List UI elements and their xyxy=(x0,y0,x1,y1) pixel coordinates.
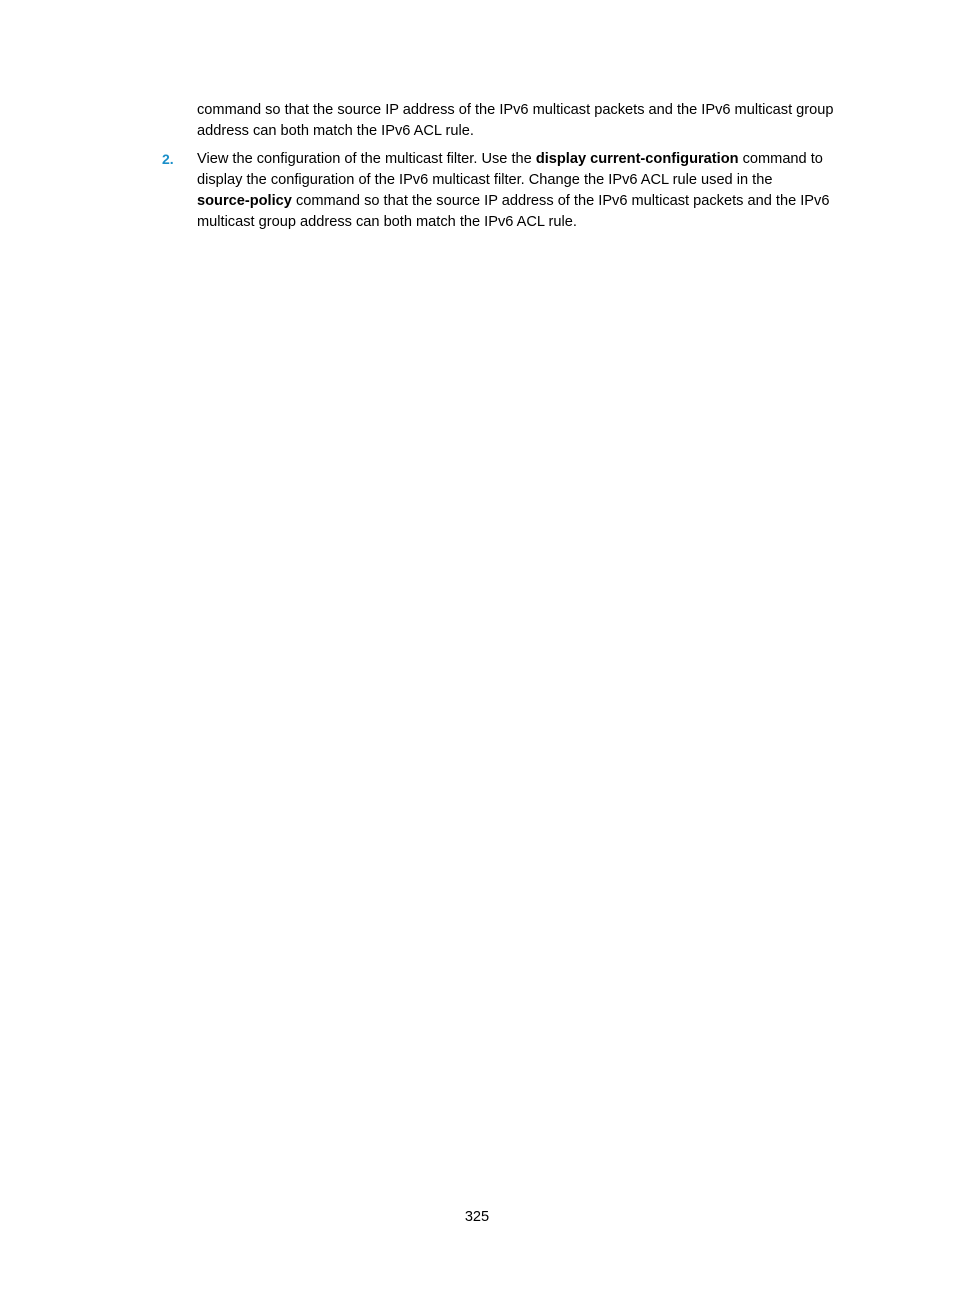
command-keyword: display current-configuration xyxy=(535,151,739,167)
step-text: command to xyxy=(738,151,823,167)
list-step-text xyxy=(197,149,829,233)
step-line: multicast group address can both match the IPv6 ACL rule. xyxy=(197,214,577,230)
list-step-number: 2. xyxy=(162,151,174,167)
step-line: display the configuration of the IPv6 multicast filter. Change the IPv6 ACL rule used in the xyxy=(197,172,773,188)
step-line xyxy=(197,191,829,212)
step-text: View the configuration of the multicast filter. Use the xyxy=(197,151,536,167)
continued-paragraph xyxy=(197,100,834,142)
paragraph-line: address can both match the IPv6 ACL rule. xyxy=(197,123,474,139)
page-number: 325 xyxy=(464,1209,490,1225)
paragraph-line: command so that the source IP address of the IPv6 multicast packets and the IPv6 multicast group xyxy=(197,102,834,118)
step-line xyxy=(197,149,829,170)
step-text: command so that the source IP address of the IPv6 multicast packets and the IPv6 xyxy=(291,193,830,209)
command-keyword: source-policy xyxy=(197,193,292,209)
